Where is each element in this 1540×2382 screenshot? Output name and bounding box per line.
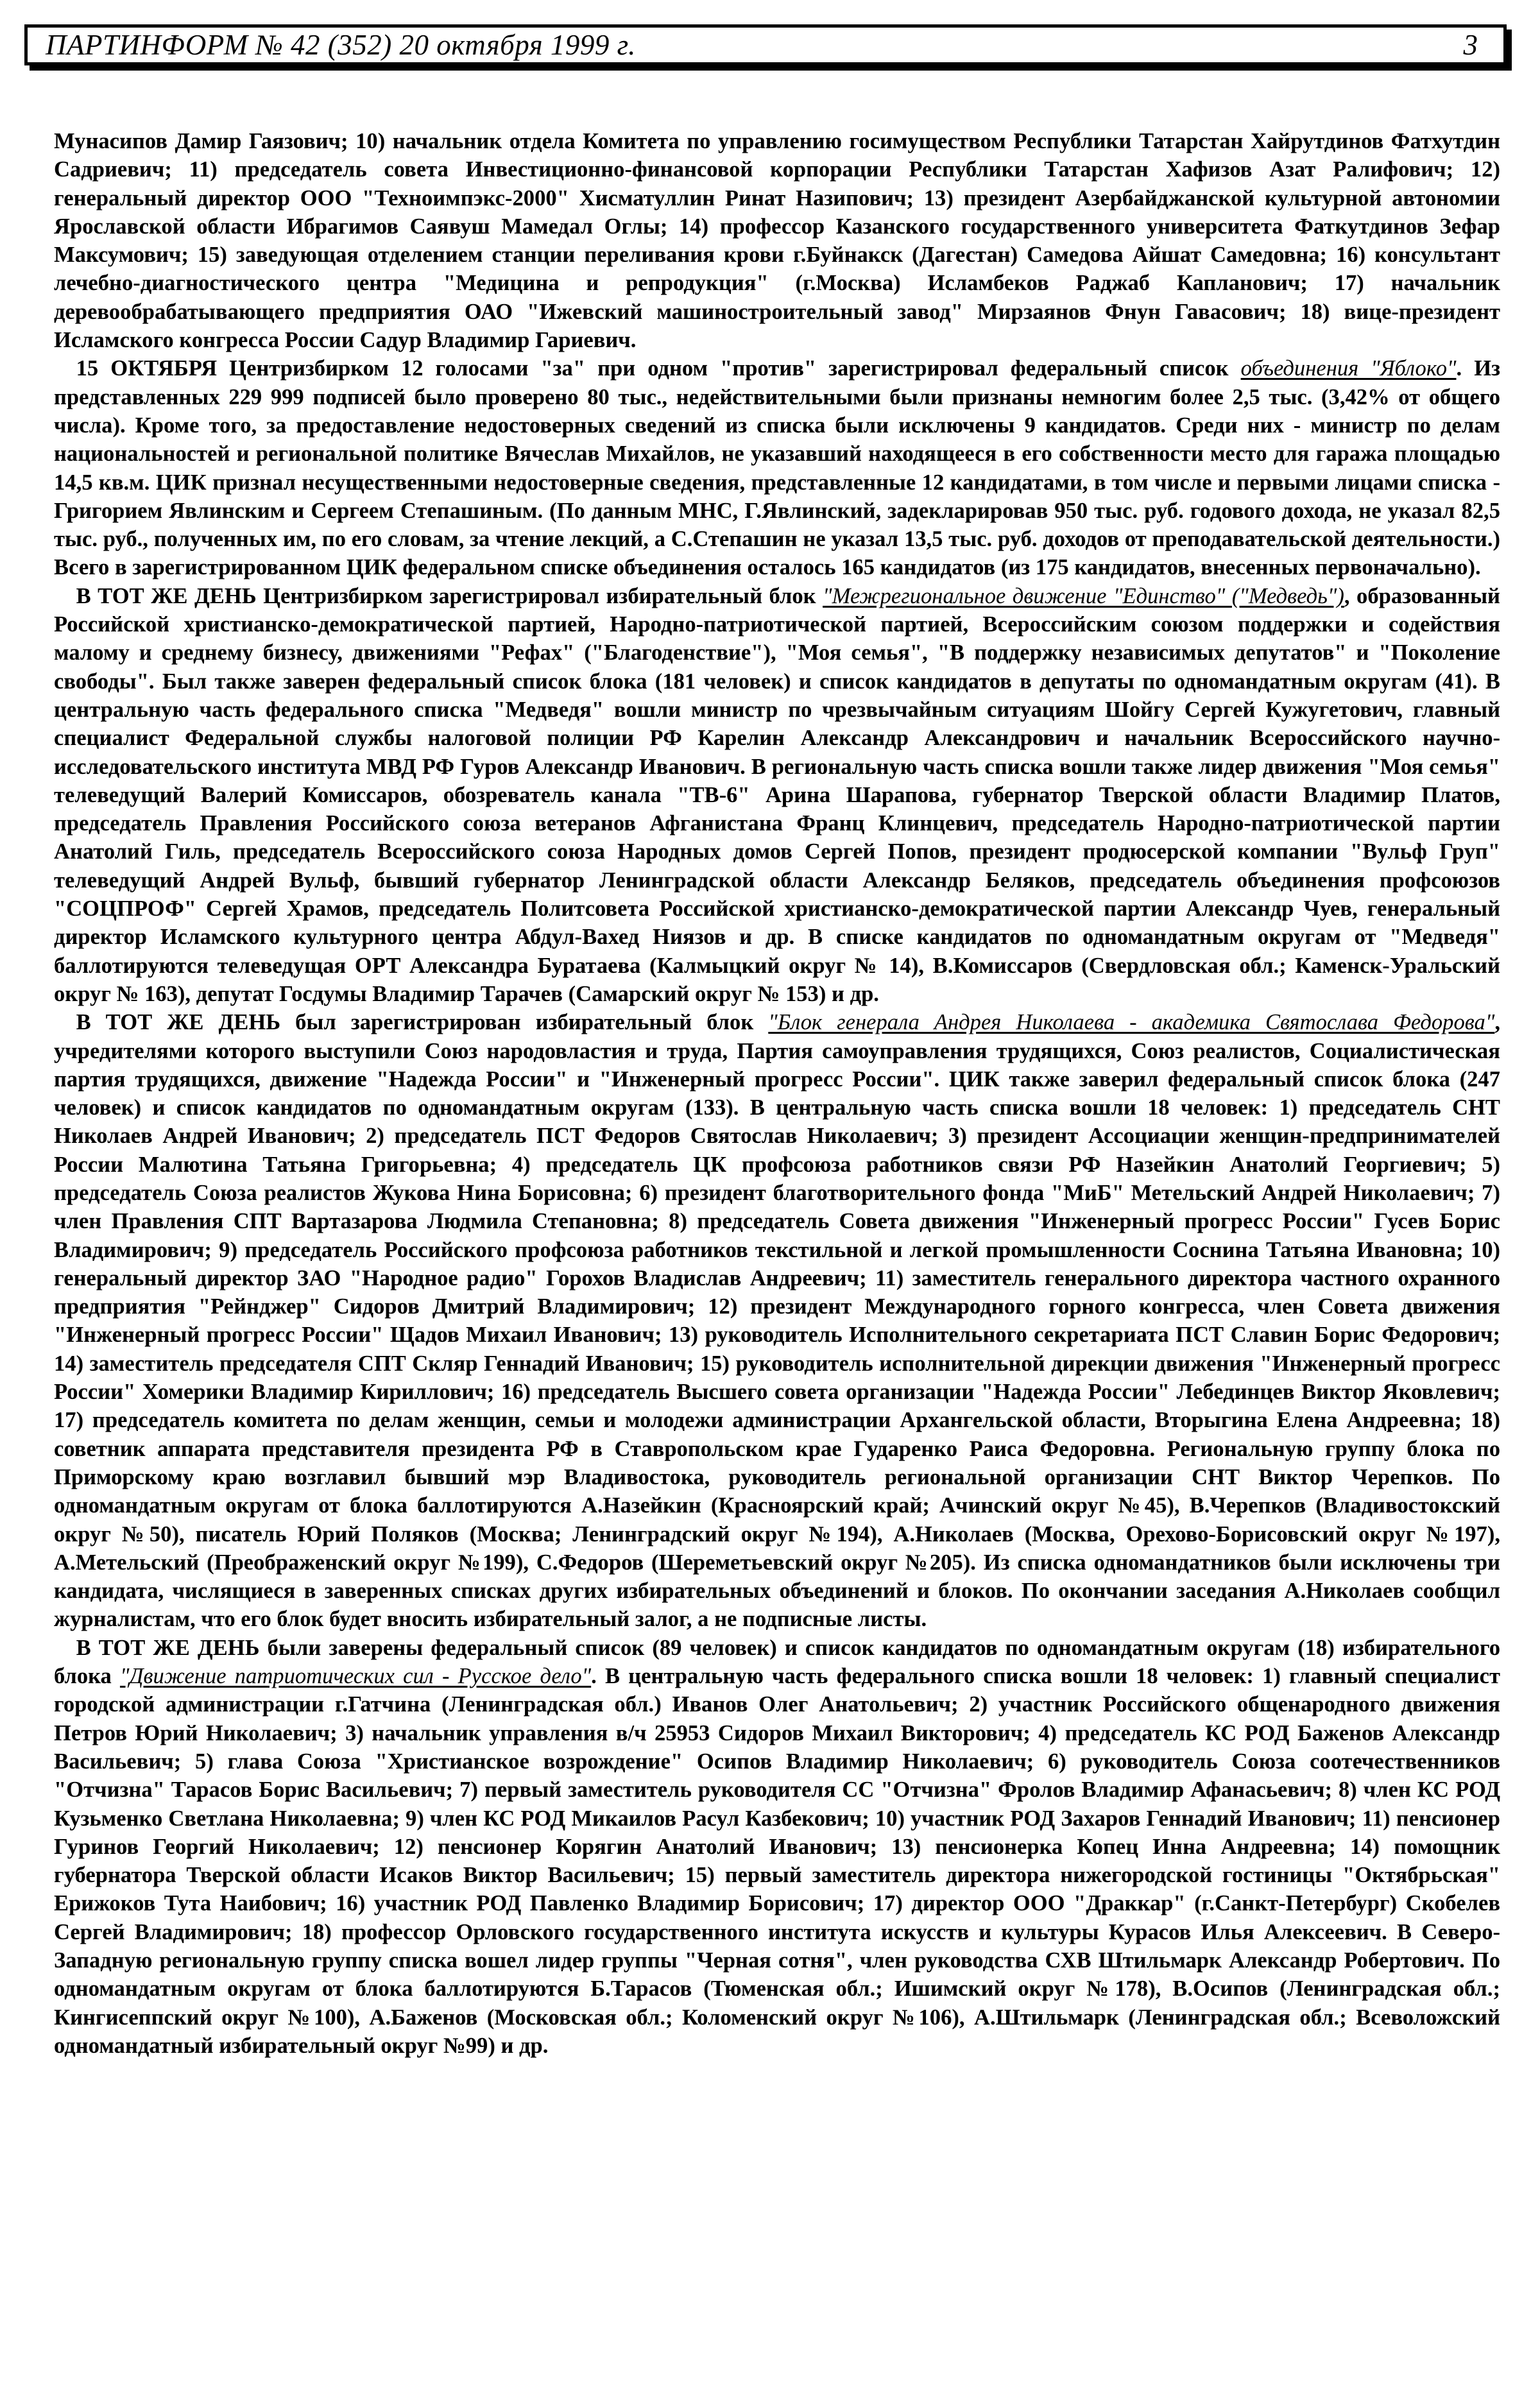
paragraph-yabloko <box>54 354 1500 581</box>
page-header <box>24 24 1507 65</box>
paragraph-russkoe-delo-text: . В центральную часть федерального списка вошли 18 человек: 1) главный специалист городской администрации г.Гатчина (Ленинградская обл.) Иванов Олег Анатольевич; 2) участник Российского общенародного движения Петров Юрий Николаевич; 3) начальник управления в/ч 25953 Сидоров Михаил Викторович; 4) председатель КС РОД Баженов Александр Васильевич; 5) глава Союза "Христианское возрождение" Осипов Владимир Николаевич; 6) руководитель Союза соотечественников "Отчизна" Тарасов Борис Васильевич; 7) первый заместитель руководителя СС "Отчизна" Фролов Владимир Афанасьевич; 8) член КС РОД Кузьменко Светлана Николаевна; 9) член КС РОД Микаилов Расул Казбекович; 10) участник РОД Захаров Геннадий Иванович; 11) пенсионер Гуринов Георгий Николаевич; 12) пенсионер Корягин Анатолий Иванович; 13) пенсионерка Копец Инна Андреевна; 14) помощник губернатора Тверской области Исаков Виктор Васильевич; 15) первый заместитель директора нижегородской гостиницы "Октябрьская" Ерижоков Тута Наибович; 16) участник РОД Павленко Владимир Борисович; 17) директор ООО "Драккар" (г.Санкт-Петербург) Скобелев Сергей Владимирович; 18) профессор Орловского государственного института искусств и культуры Курасов Илья Алексеевич. В Северо-Западную региональную группу списка вошел лидер группы "Черная сотня", член руководства СХВ Штильмарк Александр Робертович. По одномандатным округам от блока баллотируются Б.Тарасов (Тюменская обл.; Ишимский округ №178), В.Осипов (Ленинградская обл.; Кингисеппский округ №100), А.Баженов (Московская обл.; Коломенский округ №106), А.Штильмарк (Ленинградская обл.; Всеволожский одномандатный избирательный округ №99) и др. <box>54 1664 1500 2058</box>
paragraph-yabloko-text: . Из представленных 229 999 подписей было проверено 80 тыс., недействительными были признаны немногим более 2,5 тыс. (3,42% от общего числа). Кроме того, за предоставление недостоверных сведений из списка были исключены 9 кандидатов. Среди них - министр по делам национальностей и региональной политике Вячеслав Михайлов, не указавший находящееся в его собственности место для гаража площадью 14,5 кв.м. ЦИК признал несущественными недостоверные сведения, представленные 12 кандидатами, в том числе и первыми лицами списка - Григорием Явлинским и Сергеем Степашиным. (По данным МНС, Г.Явлинский, задекларировав 950 тыс. руб. годового дохода, не указал 82,5 тыс. руб., полученных им, по его словам, за чтение лекций, а С.Степашин не указал 13,5 тыс. руб. доходов от преподавательской деятельности.) Всего в зарегистрированном ЦИК федеральном списке объединения осталось 165 кандидатов (из 175 кандидатов, внесенных первоначально). <box>54 356 1500 580</box>
paragraph-nikolaev-text: , учредителями которого выступили Союз народовластия и труда, Партия самоуправления трудящихся, Союз реалистов, Социалистическая партия трудящихся, движение "Надежда России" и "Инженерный прогресс России". ЦИК также заверил федеральный список блока (247 человек) и список кандидатов по одномандатным округам (133). В центральную часть списка вошли 18 человек: 1) председатель СНТ Николаев Андрей Иванович; 2) председатель ПСТ Федоров Святослав Николаевич; 3) президент Ассоциации женщин-предпринимателей России Малютина Татьяна Григорьевна; 4) председатель ЦК профсоюза работников связи РФ Назейкин Анатолий Георгиевич; 5) председатель Союза реалистов Жукова Нина Борисовна; 6) президент благотворительного фонда "МиБ" Метельский Андрей Николаевич; 7) член Правления СПТ Вартазарова Людмила Степановна; 8) председатель Совета движения "Инженерный прогресс России" Гусев Борис Владимирович; 9) председатель Российского профсоюза работников текстильной и легкой промышленности Соснина Татьяна Ивановна; 10) генеральный директор ЗАО "Народное радио" Горохов Владислав Андреевич; 11) заместитель генерального директора частного охранного предприятия "Рейнджер" Сидоров Дмитрий Владимирович; 12) президент Международного горного конгресса, член Совета движения "Инженерный прогресс России" Щадов Михаил Иванович; 13) руководитель Исполнительного секретариата ПСТ Славин Борис Федорович; 14) заместитель председателя СПТ Скляр Геннадий Иванович; 15) руководитель исполнительной дирекции движения "Инженерный прогресс России" Хомерики Владимир Кириллович; 16) председатель Высшего совета организации "Надежда России" Лебединцев Виктор Яковлевич; 17) председатель комитета по делам женщин, семьи и молодежи администрации Архангельской области, Вторыгина Елена Андреевна; 18) советник аппарата представителя президента РФ в Ставропольском крае Гударенко Раиса Федоровна. Региональную группу блока по Приморскому краю возглавил бывший мэр Владивостока, руководитель региональной организации СНТ Виктор Черепков. По одномандатным округам от блока баллотируются А.Назейкин (Красноярский край; Ачинский округ №45), В.Черепков (Владивостокский округ №50), писатель Юрий Поляков (Москва; Ленинградский округ №194), А.Николаев (Москва, Орехово-Борисовский округ №197), А.Метельский (Преображенский округ №199), С.Федоров (Шереметьевский округ №205). Из списка одномандатников были исключены три кандидата, числящиеся в заверенных списках других избирательных объединений и блоков. По окончании заседания А.Николаев сообщил журналистам, что его блок будет вносить избирательный залог, а не подписные листы. <box>54 1010 1501 1632</box>
paragraph-nikolaev-lead: В ТОТ ЖЕ ДЕНЬ был зарегистрирован избирательный блок <box>76 1010 769 1035</box>
paragraph-yabloko-lead: 15 ОКТЯБРЯ Центризбирком 12 голосами "за" при одном "против" зарегистрировал федеральный список <box>76 356 1241 381</box>
paragraph-1-text: Мунасипов Дамир Гаязович; 10) начальник отдела Комитета по управлению госимуществом Республики Татарстан Хайрутдинов Фатхутдин Садриевич; 11) председатель совета Инвестиционно-финансовой корпорации Республики Татарстан Хафизов Азат Ралифович; 12) генеральный директор ООО "Техноимпэкс-2000" Хисматуллин Ринат Назипович; 13) президент Азербайджанской культурной автономии Ярославской области Ибрагимов Саявуш Мамедал Оглы; 14) профессор Казанского государственного университета Фаткутдинов Зефар Максумович; 15) заведующая отделением станции переливания крови г.Буйнакск (Дагестан) Самедова Айшат Самедовна; 16) консультант лечебно-диагностического центра "Медицина и репродукция" (г.Москва) Исламбеков Раджаб Капланович; 17) начальник деревообрабатывающего предприятия ОАО "Ижевский машиностроительный завод" Мирзаянов Фнун Гавасович; 18) вице-президент Исламского конгресса России Садур Владимир Гариевич. <box>54 129 1500 353</box>
paragraph-edinstvo-lead: В ТОТ ЖЕ ДЕНЬ Центризбирком зарегистрировал избирательный блок <box>76 583 823 608</box>
header-title: ПАРТИНФОРМ № 42 (352) 20 октября 1999 г. <box>46 29 636 61</box>
paragraph-nikolaev <box>54 1008 1500 1634</box>
paragraph-russkoe-delo-lead: В ТОТ ЖЕ ДЕНЬ были заверены федеральный список (89 человек) и список кандидатов по одномандатным округам (18) избирательного блока <box>54 1635 1500 1689</box>
article-body <box>54 127 1500 2060</box>
paragraph-1 <box>54 127 1500 354</box>
yabloko-title: объединения "Яблоко" <box>1240 356 1457 381</box>
paragraph-russkoe-delo <box>54 1634 1500 2060</box>
nikolaev-title: "Блок генерала Андрея Николаева - академика Святослава Федорова" <box>768 1010 1495 1035</box>
paragraph-edinstvo <box>54 582 1500 1008</box>
russkoe-delo-title: "Движение патриотических сил - Русское дело" <box>119 1664 592 1689</box>
paragraph-edinstvo-text: , образованный Российской христианско-демократической партией, Народно-патриотической партией, Всероссийским союзом поддержки и содействия малому и среднему бизнесу, движениями "Рефах" ("Благоденствие"), "Моя семья", "В поддержку независимых депутатов" и "Поколение свободы". Был также заверен федеральный список блока (181 человек) и список кандидатов в депутаты по одномандатным округам (41). В центральную часть федерального списка "Медведя" вошли министр по чрезвычайным ситуациям Шойгу Сергей Кужугетович, главный специалист Федеральной службы налоговой полиции РФ Карелин Александр Александрович и начальник Всероссийского научно-исследовательского института МВД РФ Гуров Александр Иванович. В региональную часть списка вошли также лидер движения "Моя семья" телеведущий Валерий Комиссаров, обозреватель канала "ТВ-6" Арина Шарапова, губернатор Тверской области Владимир Платов, председатель Правления Российского союза ветеранов Афганистана Франц Клинцевич, председатель Народно-патриотической партии Анатолий Гиль, председатель Всероссийского союза Народных домов Сергей Попов, президент продюсерской компании "Вульф Груп" телеведущий Андрей Вульф, бывший губернатор Ленинградской области Александр Беляков, председатель объединения профсоюзов "СОЦПРОФ" Сергей Храмов, председатель Политсовета Российской христианско-демократической партии Александр Чуев, генеральный директор Исламского культурного центра Абдул-Вахед Ниязов и др. В списке кандидатов по одномандатным округам от "Медведя" баллотируются телеведущая ОРТ Александра Буратаева (Калмыцкий округ № 14), В.Комиссаров (Свердловская обл.; Каменск-Уральский округ № 163), депутат Госдумы Владимир Тарачев (Самарский округ № 153) и др. <box>54 583 1500 1006</box>
page-number: 3 <box>1463 29 1478 61</box>
edinstvo-title: "Межрегиональное движение "Единство" ("Медведь") <box>823 583 1344 608</box>
